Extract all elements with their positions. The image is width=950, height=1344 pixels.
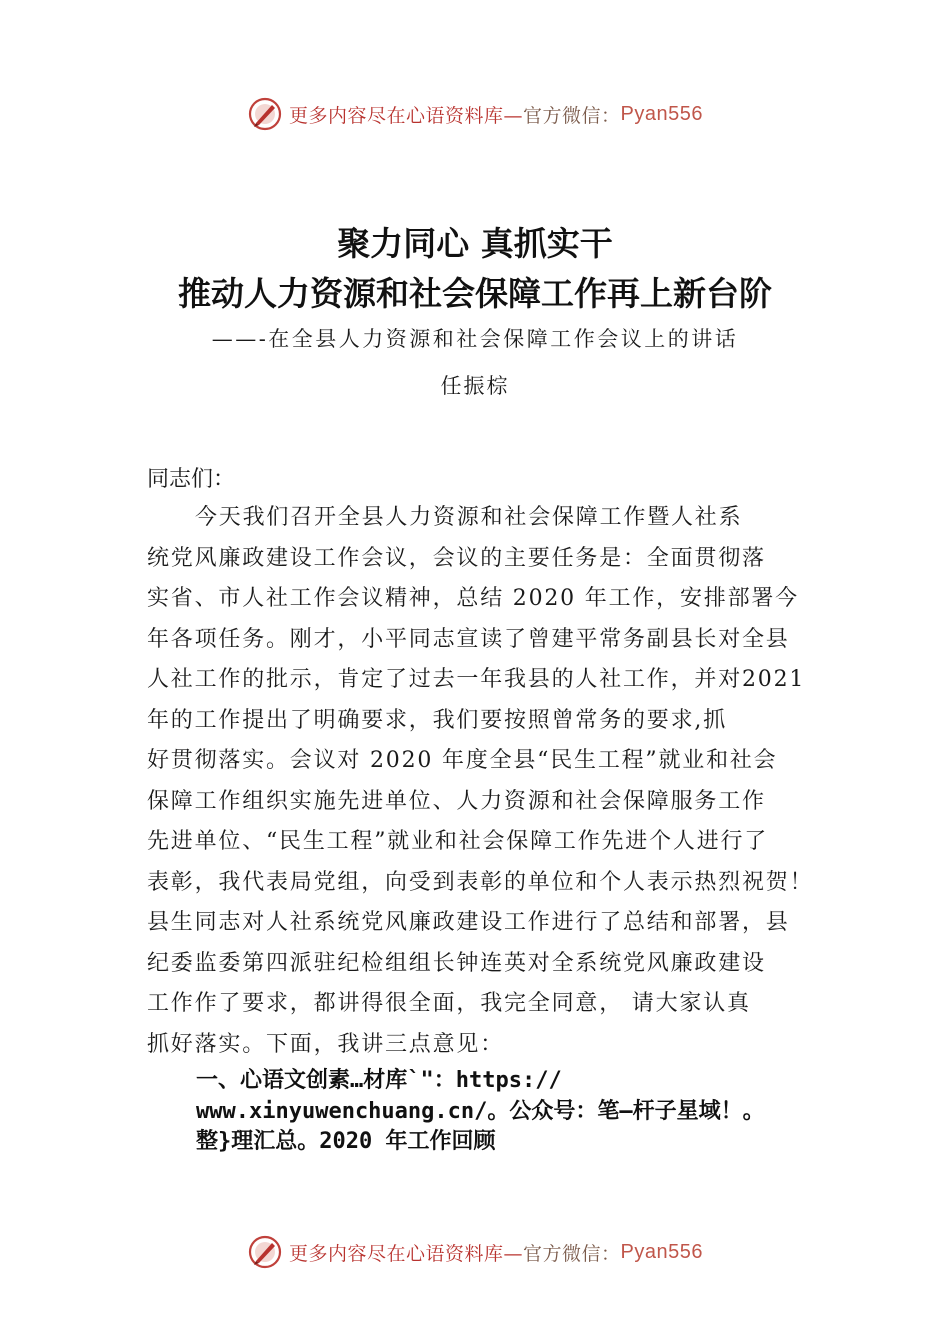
page-subtitle: ——-在全县人力资源和社会保障工作会议上的讲话 [211,327,739,351]
body-line: 好贯彻落实。会议对 2020 年度全县“民生工程”就业和社会 [147,748,778,773]
page-title-line1: 聚力同心 真抓实干 [337,224,613,263]
banner-text: 更多内容尽在心语资料库— [289,1242,524,1265]
body-line: 表彰，我代表局党组，向受到表彰的单位和个人表示热烈祝贺！ [147,869,814,895]
author-name: 任振棕 [440,374,510,398]
banner-text: 更多内容尽在心语资料库— [289,104,524,127]
body-line: 实省、市人社工作会议精神，总结 2020 年工作，安排部署今 [147,586,799,611]
body-line: 先进单位、“民生工程”就业和社会保障工作先进个人进行了 [147,829,769,854]
body-line: 工作作了要求，都讲得很全面，我完全同意， 请大家认真 [147,991,751,1016]
body-line: 年各项任务。刚才，小平同志宣读了曾建平常务副县长对全县 [147,626,790,652]
pen-logo-icon [247,1234,283,1270]
body-line: 统党风廉政建设工作会议，会议的主要任务是：全面贯彻落 [147,545,766,571]
banner-wechat-id: Pyan556 [620,102,703,125]
body-line: 纪委监委第四派驻纪检组组长钟连英对全系统党风廉政建设 [147,950,766,976]
body-line: 人社工作的批示，肯定了过去一年我县的人社工作，并对2021 [147,667,806,692]
body-line: 县生同志对人社系统党风廉政建设工作进行了总结和部署，县 [147,910,790,935]
banner-wechat-label: 官方微信： [523,104,621,127]
body-line: 今天我们召开全县人力资源和社会保障工作暨人社系 [195,505,743,530]
pen-logo-icon [247,96,283,132]
banner-wechat-id: Pyan556 [620,1240,703,1263]
salutation: 同志们： [147,467,236,492]
body-line: 年的工作提出了明确要求，我们要按照曾常务的要求,抓 [147,707,727,733]
section-heading [196,1066,836,1158]
heading-line: 整}理汇总。2020 年工作回顾 [196,1129,496,1154]
heading-line: www.xinyuwenchuang.cn/。公众号：笔—杆子星域！。 [196,1098,765,1124]
heading-line: 一、心语文创素…材库`"：https:// [196,1068,562,1093]
header-banner [0,94,950,134]
banner-wechat-label: 官方微信： [523,1242,621,1265]
footer-banner [0,1232,950,1272]
body-paragraph [147,498,823,1065]
body-line: 抓好落实。下面，我讲三点意见： [147,1031,505,1057]
body-line: 保障工作组织实施先进单位、人力资源和社会保障服务工作 [147,788,766,814]
page-title-line2: 推动人力资源和社会保障工作再上新台阶 [178,274,772,313]
